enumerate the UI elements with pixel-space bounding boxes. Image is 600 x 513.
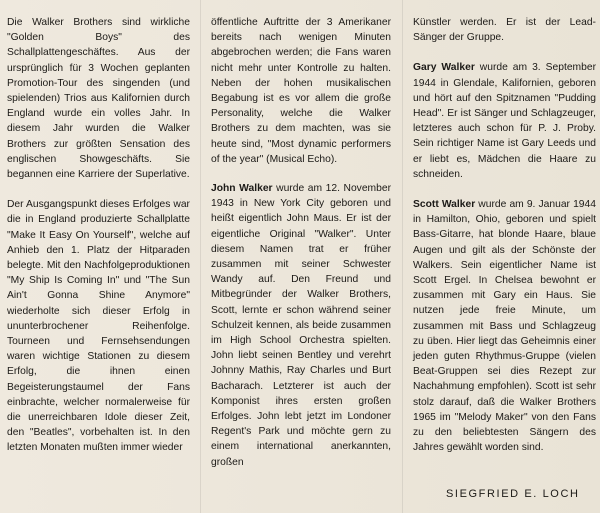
gary-walker-text: wurde am 3. September 1944 in Glendale, Kalifornien, geboren und hört auf den Spitznamen "Pudding Head". Er ist Sänger und Schlagzeuger, letzteres auch schon für P. J. Proby. Sein richtiger Name ist Gary Leeds und er liebt es, Mädchen die Haare zu schneiden. — [413, 62, 597, 180]
fold-line-right — [402, 0, 403, 513]
fold-line-left — [200, 0, 201, 513]
performance-paragraph: öffentliche Auftritte der 3 Amerikaner bereits nach wenigen Minuten abgebrochen werden; die Fans waren nicht mehr unter Kontrolle zu halten. Neben der hohen musikalischen Begabung ist es vor allem die große Personality, welche die Walker Brothers zu dem machten, was sie heute sind, "Most dynamic performers of the year" (Musical Echo). — [211, 17, 391, 165]
john-walker-name: John Walker — [211, 183, 273, 195]
scott-walker-text: wurde am 9. Januar 1944 in Hamilton, Ohio, geboren und spielt Bass-Gitarre, hat blonde Haare, blaue Augen und gilt als der Schönste der Walkers. Sein eigentlicher Name ist Scott Ergel. In Chelsea bewohnt er zusammen mit Gary ein Haus. Sie nutzen jede freie Minute, um zusammen mit Bass und Schlagzeug zu üben. Hier liegt das Geheimnis einer jeden guten Rhythmus-Gruppe (vielen Beat-Gruppen sei dies Rezept zur Nachahmung empfohlen). Scott ist sehr stolz darauf, daß die Walker Brothers 1965 im "Melody Maker" von den Fans zu den beliebtesten Sängern des Jahres gewählt worden sind. — [413, 199, 596, 454]
column-3 — [413, 15, 596, 455]
scott-walker-paragraph — [413, 197, 596, 455]
john-walker-paragraph — [211, 181, 391, 470]
success-paragraph: Der Ausgangspunkt dieses Erfolges war die in England produzierte Schallplatte "Make It Easy On Yourself", welche auf Anhieb den 1. Platz der Hitparaden belegte. Mit den Nachfolgeproduktionen "My Ship Is Coming In" und "The Sun Ain't Gonna Shine Anymore" wiederholte sich dieser Erfolg in ununterbrochener Reihenfolge. Tourneen und Fernsehsendungen waren wichtige Stationen zu diesem Erfolg, die ihnen einen Begeisterungstaumel der Fans einbrachte, welcher normalerweise für die unerreichbaren Idole dieser Zeit, den "Beatles", vorbehalten ist. In den letzten Monaten mußten immer wieder — [7, 199, 190, 454]
column-1 — [7, 15, 190, 456]
author-signature: SIEGFRIED E. LOCH — [446, 488, 580, 500]
gary-walker-paragraph — [413, 60, 596, 182]
john-walker-text: wurde am 12. November 1943 in New York City geboren und heißt eigentlich John Maus. Er ist der eigentliche Original "Walker". Unter diesem Namen trat er früher zusammen mit seiner Schwester Wandy auf. Den Freund und Mitbegründer der Walker Brothers, Scott, lernte er schon während seiner Schulzeit kennen, als beide zusammen im High School Orchestra spielten. John liebt seinen Bentley und verehrt Johnny Mathis, Ray Charles und Burt Bacharach. Letzterer ist auch der Komponist ihres ersten großen Erfolges. John lebt jetzt im Londoner Regent's Park und möchte gern zu einem international anerkannten, großen — [211, 183, 392, 468]
gary-walker-name: Gary Walker — [413, 62, 475, 74]
intro-paragraph: Die Walker Brothers sind wirkliche "Golden Boys" des Schallplattengeschäftes. Aus der ursprünglich für 3 Wochen geplanten Promotion-Tour des singenden (und spielenden) Trios aus Kalifornien durch England wurde ein volles Jahr. In diesem Jahr wurden die Walker Brothers zur größten Sensation des englischen Showgeschäfts. Sie begannen eine Karriere der Superlative. — [7, 17, 190, 181]
column-2 — [211, 15, 391, 470]
lead-singer-paragraph: Künstler werden. Er ist der Lead-Sänger der Gruppe. — [413, 17, 596, 44]
scott-walker-name: Scott Walker — [413, 199, 476, 211]
